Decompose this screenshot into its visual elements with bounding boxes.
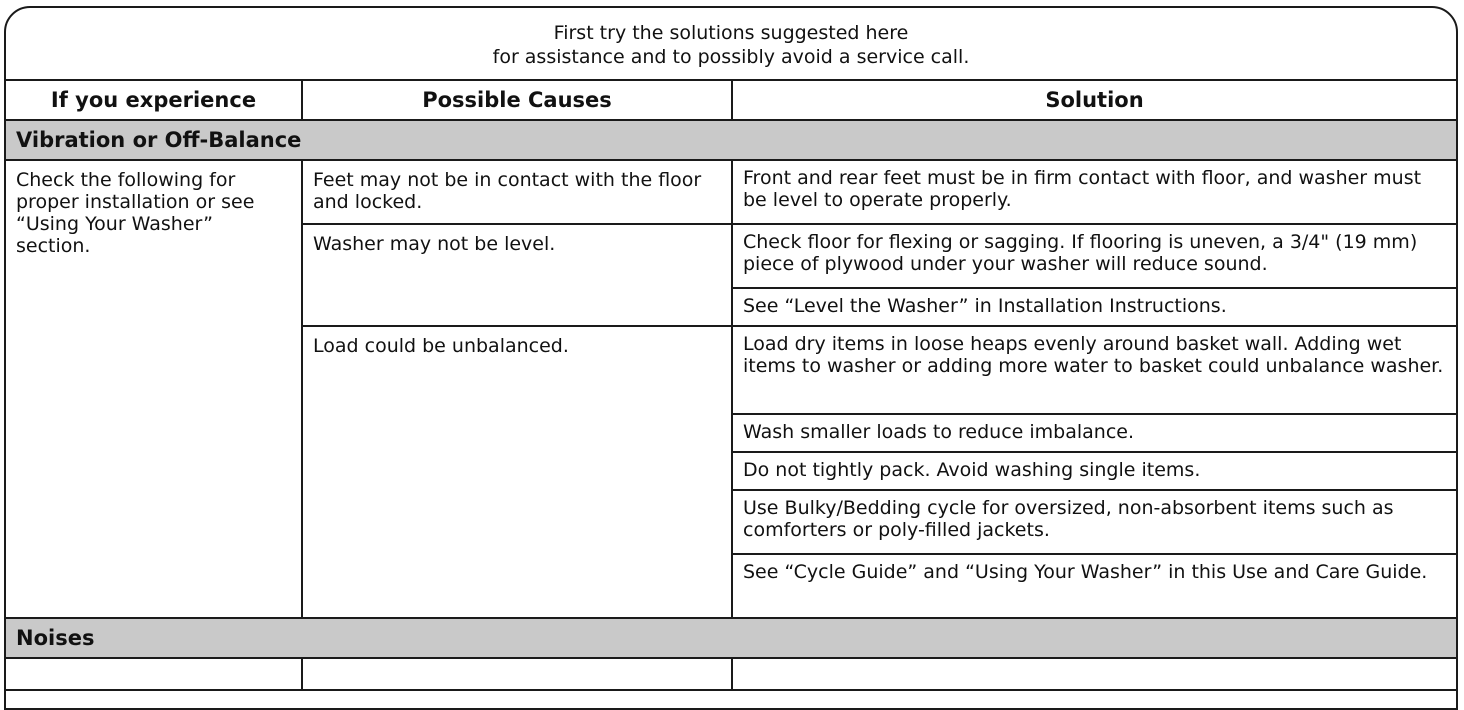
solution-cell — [732, 414, 1456, 452]
solution-text: See “Level the Washer” in Installation Instructions. — [743, 295, 1227, 317]
section-row-vibration — [6, 120, 1456, 160]
cause-cell — [302, 160, 732, 224]
solution-cell — [732, 490, 1456, 554]
solution-cell — [732, 224, 1456, 288]
solution-text: Do not tightly pack. Avoid washing single items. — [743, 459, 1201, 481]
solution-cell — [732, 326, 1456, 414]
intro-line-1: First try the solutions suggested here — [553, 22, 909, 44]
solution-cell — [732, 554, 1456, 618]
cause-cell — [302, 658, 732, 690]
experience-cell — [6, 658, 302, 690]
section-row-noises — [6, 618, 1456, 658]
cause-text: Load could be unbalanced. — [313, 335, 569, 357]
header-solution: Solution — [732, 81, 1456, 120]
table-row — [6, 160, 1456, 224]
troubleshooting-table-frame — [4, 6, 1458, 710]
solution-text: See “Cycle Guide” and “Using Your Washer” in this Use and Care Guide. — [743, 561, 1428, 583]
solution-text: Wash smaller loads to reduce imbalance. — [743, 421, 1134, 443]
section-title-noises: Noises — [6, 618, 1456, 658]
header-experience: If you experience — [6, 81, 302, 120]
solution-text: Front and rear feet must be in firm contact with floor, and washer must be level to operate properly. — [743, 167, 1422, 211]
intro-line-2: for assistance and to possibly avoid a service call. — [492, 46, 970, 68]
solution-text: Check floor for flexing or sagging. If flooring is uneven, a 3/4" (19 mm) piece of plywood under your washer will reduce sound. — [743, 231, 1418, 275]
cause-cell — [302, 326, 732, 618]
header-row — [6, 81, 1456, 120]
solution-cell — [732, 160, 1456, 224]
solution-text: Use Bulky/Bedding cycle for oversized, non-absorbent items such as comforters or poly-filled jackets. — [743, 497, 1394, 541]
experience-text: Check the following for proper installation or see “Using Your Washer” section. — [16, 169, 255, 257]
cause-cell — [302, 224, 732, 326]
solution-cell — [732, 452, 1456, 490]
experience-cell — [6, 160, 302, 618]
section-title-vibration: Vibration or Off-Balance — [6, 120, 1456, 160]
intro-banner — [6, 8, 1456, 81]
solution-text: Load dry items in loose heaps evenly around basket wall. Adding wet items to washer or adding more water to basket could unbalance washer. — [743, 333, 1444, 377]
solution-cell — [732, 288, 1456, 326]
table-row — [6, 658, 1456, 690]
solution-cell — [732, 658, 1456, 690]
troubleshooting-table — [6, 81, 1456, 691]
cause-text: Washer may not be level. — [313, 233, 556, 255]
header-causes: Possible Causes — [302, 81, 732, 120]
cause-text: Feet may not be in contact with the floor and locked. — [313, 169, 702, 213]
